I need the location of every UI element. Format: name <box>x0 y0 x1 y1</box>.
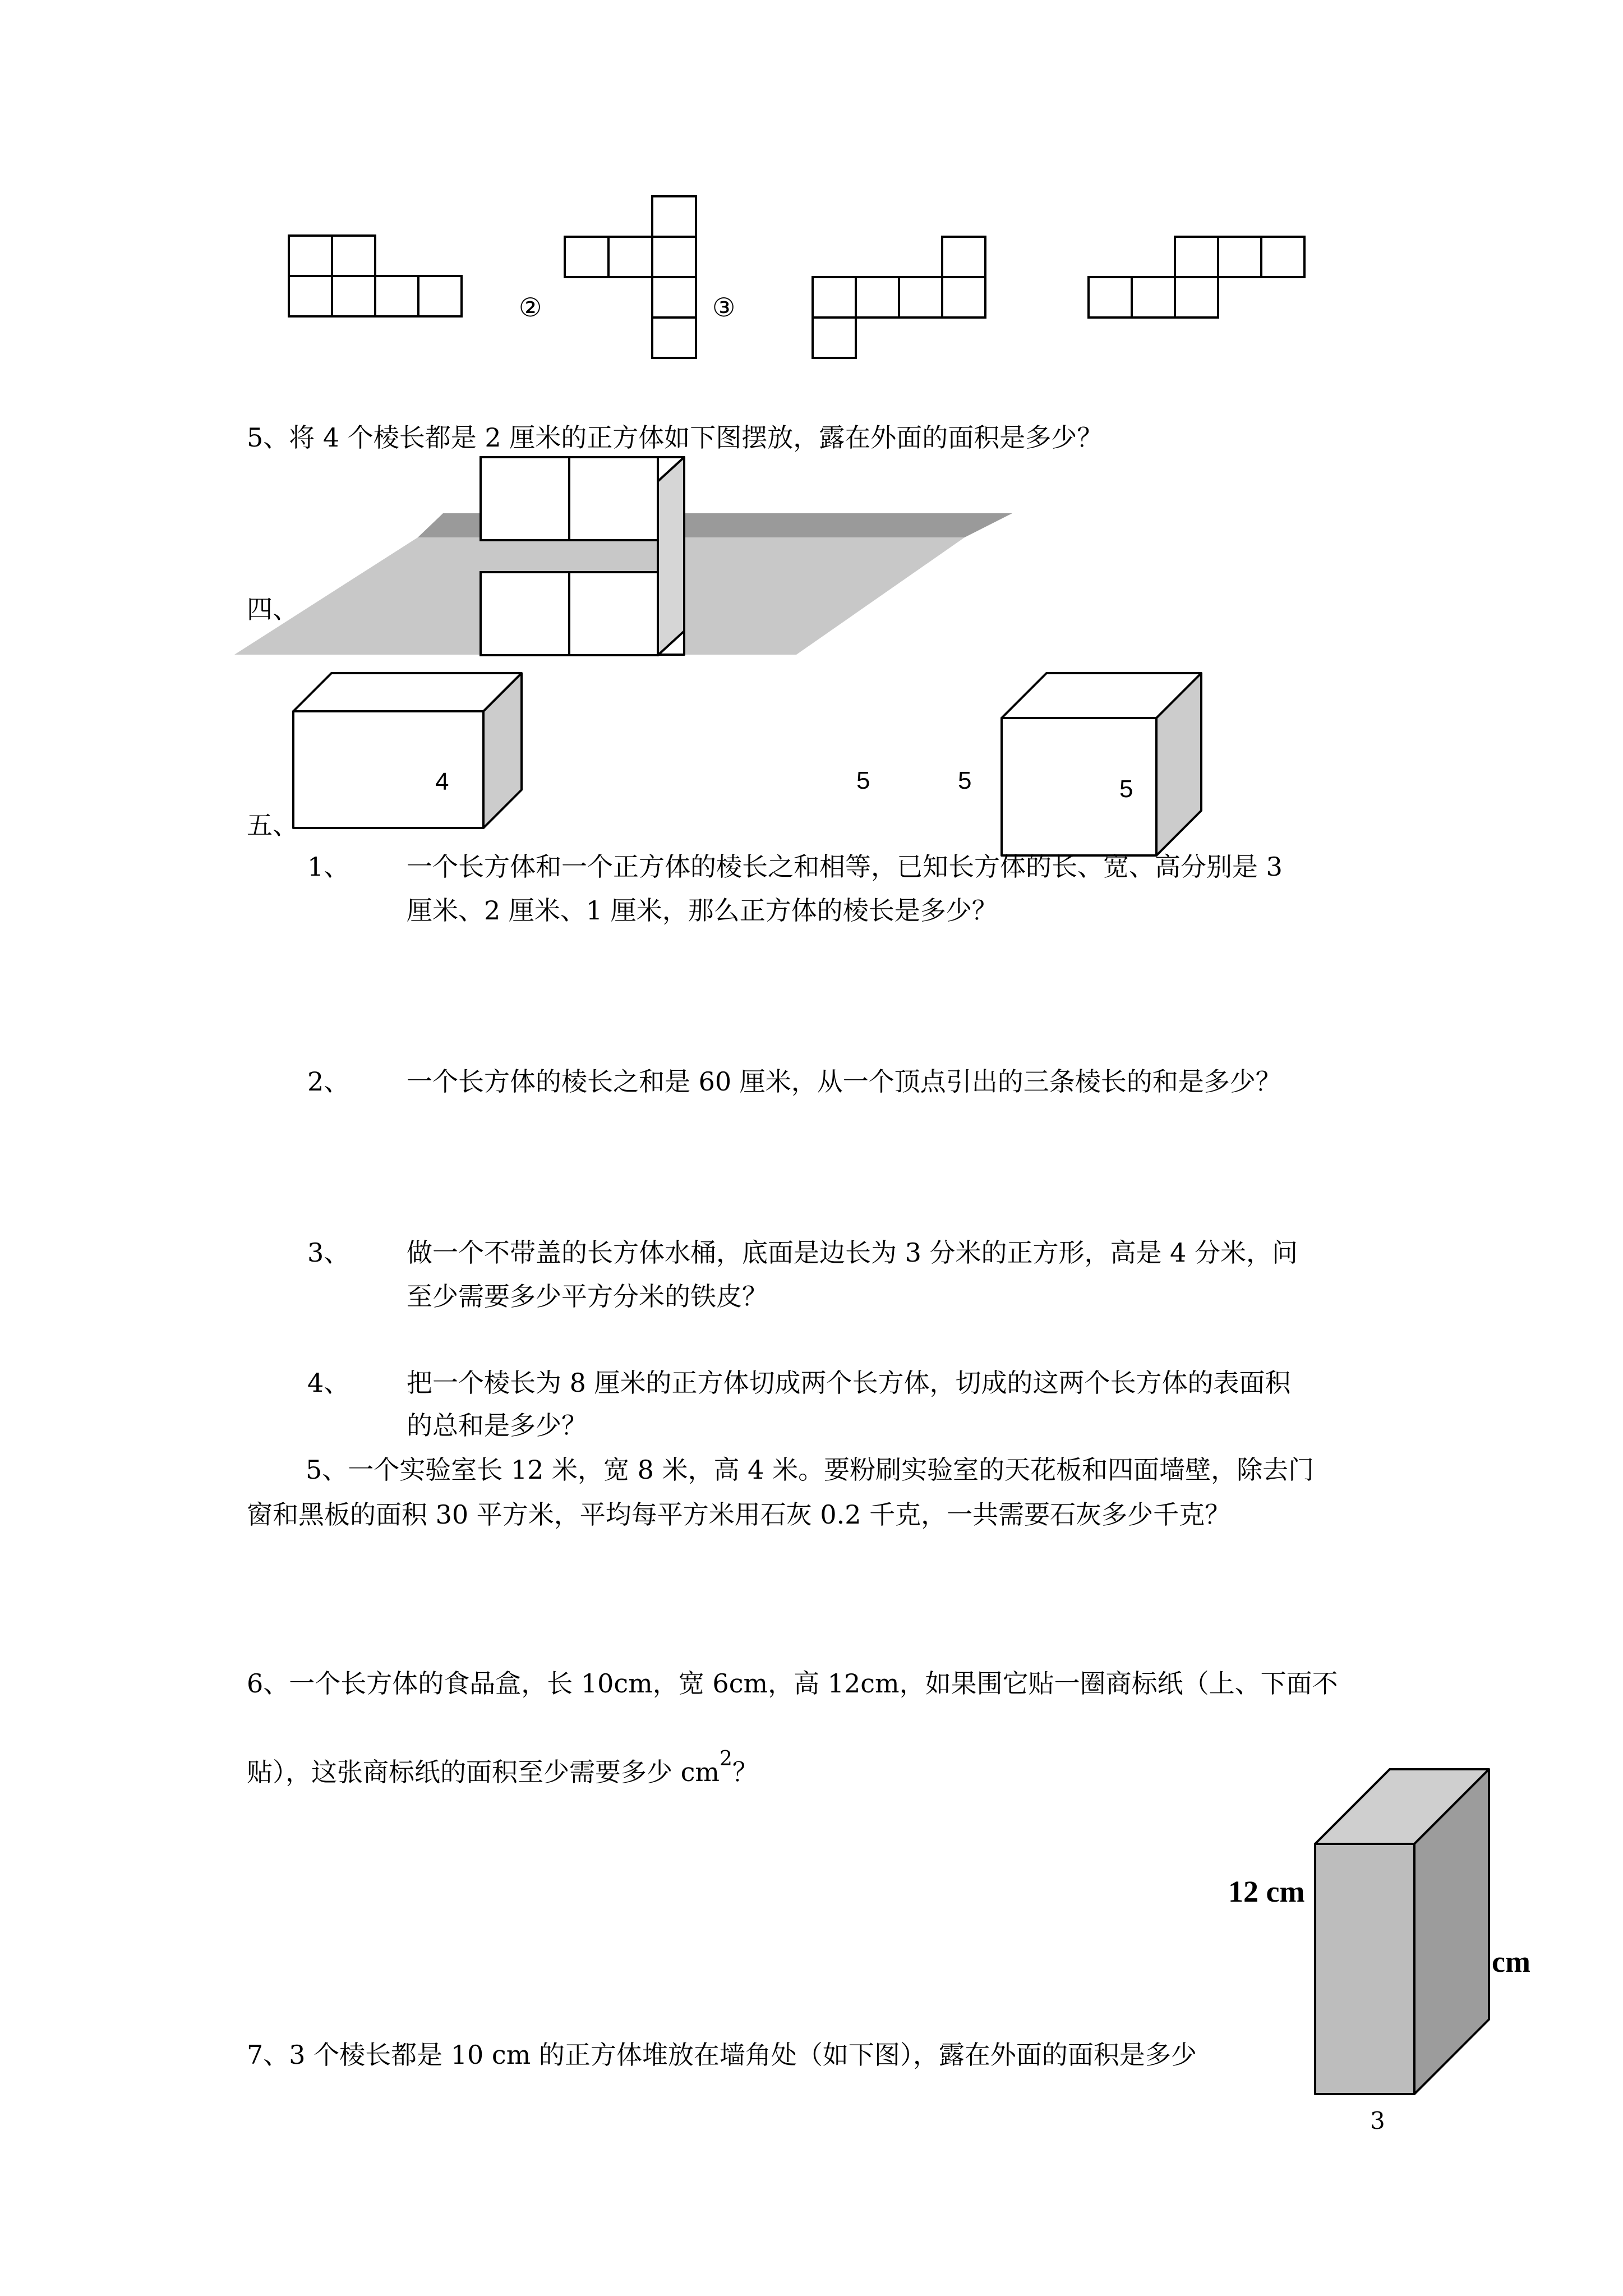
section-4-label: 四、 <box>247 594 298 624</box>
section-5-label: 五、 <box>247 810 298 840</box>
problem-5-line-2: 窗和黑板的面积 30 平方米，平均每平方米用石灰 0.2 千克，一共需要石灰多少千克？ <box>247 1499 1231 1530</box>
page-number: 3 <box>1370 2107 1385 2134</box>
problem-6-superscript: 2 <box>720 1747 732 1770</box>
problem-4-number: 4、 <box>307 1368 350 1398</box>
box-width-label: cm <box>1492 1945 1530 1978</box>
problem-3-line-2: 至少需要多少平方分米的铁皮？ <box>407 1281 768 1312</box>
problem-6-line-2 <box>247 1749 758 1785</box>
problem-2-line-1: 一个长方体的棱长之和是 60 厘米，从一个顶点引出的三条棱长的和是多少？ <box>407 1066 1281 1097</box>
question-5-top: 5、将 4 个棱长都是 2 厘米的正方体如下图摆放，露在外面的面积是多少？ <box>247 422 1103 453</box>
cube-net-3 <box>813 237 985 358</box>
problem-4-line-2: 的总和是多少？ <box>407 1410 587 1441</box>
problem-3-line-1: 做一个不带盖的长方体水桶，底面是边长为 3 分米的正方形，高是 4 分米，问 <box>407 1237 1298 1268</box>
problem-6-line-2-end: ？ <box>732 1757 758 1787</box>
left-cuboid <box>293 673 522 828</box>
stacked-cubes-figure <box>234 457 1012 655</box>
cube-net-2 <box>565 196 696 358</box>
problem-6-line-1: 6、一个长方体的食品盒，长 10cm，宽 6cm，高 12cm，如果围它贴一圈商标纸（上、下面不 <box>247 1668 1338 1699</box>
problem-1-number: 1、 <box>307 852 350 882</box>
problem-6-line-2-text: 贴），这张商标纸的面积至少需要多少 cm <box>247 1757 720 1787</box>
right-cube-label: 5 <box>1119 775 1133 803</box>
dimension-label-a: 5 <box>856 767 870 794</box>
food-box-figure <box>1315 1769 1489 2094</box>
problem-4-line-1: 把一个棱长为 8 厘米的正方体切成两个长方体，切成的这两个长方体的表面积 <box>407 1368 1291 1398</box>
cube-net-1 <box>289 236 462 316</box>
dimension-label-b: 5 <box>958 767 972 794</box>
left-cuboid-label: 4 <box>435 768 449 795</box>
problem-5-line-1: 5、一个实验室长 12 米，宽 8 米，高 4 米。要粉刷实验室的天花板和四面墙壁，除去门 <box>306 1455 1315 1485</box>
box-height-label: 12 cm <box>1228 1875 1305 1908</box>
net-label-3: ③ <box>712 292 736 323</box>
cube-net-4 <box>1089 237 1304 318</box>
problem-7-line: 7、3 个棱长都是 10 cm 的正方体堆放在墙角处（如下图），露在外面的面积是多少 <box>247 2040 1197 2070</box>
net-label-2: ② <box>519 292 542 323</box>
problem-2-number: 2、 <box>307 1066 350 1097</box>
problem-1-line-1: 一个长方体和一个正方体的棱长之和相等，已知长方体的长、宽、高分别是 3 <box>407 852 1283 882</box>
problem-1-line-2: 厘米、2 厘米、1 厘米，那么正方体的棱长是多少？ <box>407 895 998 926</box>
right-cube <box>1002 673 1201 855</box>
problem-3-number: 3、 <box>307 1237 350 1268</box>
